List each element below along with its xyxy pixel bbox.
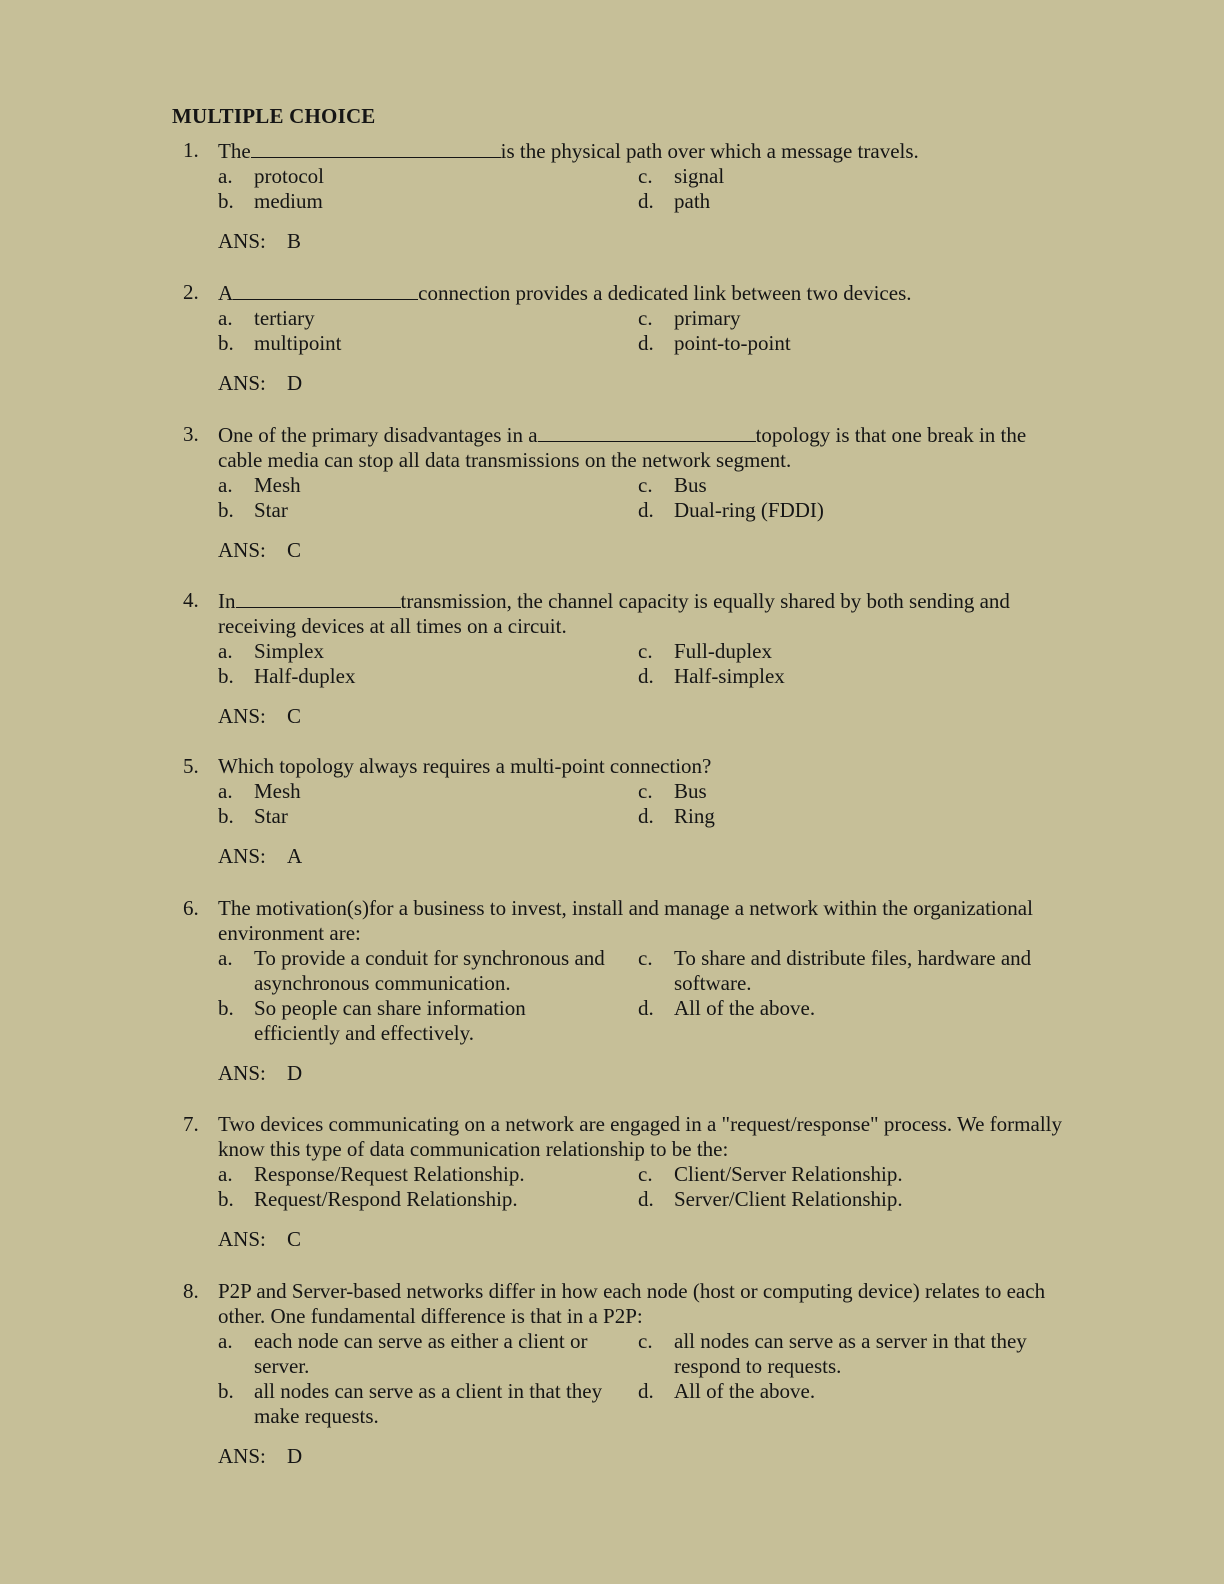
question-number: 5. (183, 754, 199, 778)
option-d: d. Ring (638, 804, 715, 828)
option-b: b. all nodes can serve as a client in that they make requests. (218, 1379, 603, 1428)
option-a: a. Simplex (218, 639, 325, 663)
stem-text-after: topology is that one break in the cable media can stop all data transmissions on the network segment. (218, 423, 1027, 472)
answer-value: D (287, 371, 303, 395)
option-a: a. tertiary (218, 306, 315, 330)
option-d: d. path (638, 189, 711, 213)
question-4 (172, 588, 1072, 729)
question-stem (172, 896, 1072, 946)
option-d: d. All of the above. (638, 1379, 816, 1403)
answer-value: D (287, 1061, 303, 1085)
answer-line: ANS: C (218, 1227, 302, 1251)
option-b: b. multipoint (218, 331, 342, 355)
option-c: c. Client/Server Relationship. (638, 1162, 903, 1186)
option-c: c. signal (638, 164, 725, 188)
question-number: 6. (183, 896, 199, 920)
options (218, 779, 1072, 829)
option-c: c. Bus (638, 473, 707, 497)
question-number: 7. (183, 1112, 199, 1136)
question-number: 1. (183, 138, 199, 162)
option-b: b. Star (218, 498, 288, 522)
answer-blank (233, 280, 418, 300)
answer-value: D (287, 1444, 303, 1468)
question-2 (172, 280, 1072, 396)
option-a: a. protocol (218, 164, 324, 188)
option-b: b. medium (218, 189, 323, 213)
question-stem (172, 138, 1072, 164)
stem-text-before: The (218, 139, 251, 163)
question-1 (172, 138, 1072, 254)
option-d: d. All of the above. (638, 996, 816, 1020)
stem-text: Two devices communicating on a network are engaged in a "request/response" process. We formally know this type of data communication relationship to be the: (218, 1112, 1062, 1161)
question-stem (172, 1279, 1072, 1329)
option-d: d. point-to-point (638, 331, 791, 355)
stem-text-after: connection provides a dedicated link between two devices. (418, 281, 912, 305)
answer-value: A (287, 844, 303, 868)
question-8 (172, 1279, 1072, 1469)
answer-line: ANS: D (218, 1061, 303, 1085)
options (218, 164, 1072, 214)
stem-text: The motivation(s)for a business to invest, install and manage a network within the organizational environment are: (218, 896, 1033, 945)
section-heading: MULTIPLE CHOICE (172, 104, 376, 128)
question-stem (172, 422, 1072, 473)
answer-line: ANS: D (218, 371, 303, 395)
option-c: c. Full-duplex (638, 639, 772, 663)
option-c: c. To share and distribute files, hardware and software. (638, 946, 1032, 995)
stem-text: Which topology always requires a multi-point connection? (218, 754, 712, 778)
question-stem (172, 1112, 1072, 1162)
question-7 (172, 1112, 1072, 1252)
question-6 (172, 896, 1072, 1086)
option-a: a. Response/Request Relationship. (218, 1162, 525, 1186)
option-a: a. each node can serve as either a client or server. (218, 1329, 588, 1378)
question-number: 3. (183, 422, 199, 446)
option-b: b. So people can share information efficiently and effectively. (218, 996, 526, 1045)
answer-value: C (287, 538, 302, 562)
option-b: b. Half-duplex (218, 664, 356, 688)
stem-text-before: In (218, 589, 236, 613)
option-a: a. Mesh (218, 473, 301, 497)
question-stem (172, 588, 1072, 639)
stem-text-before: One of the primary disadvantages in a (218, 423, 538, 447)
option-a: a. To provide a conduit for synchronous and asynchronous communication. (218, 946, 605, 995)
option-c: c. primary (638, 306, 741, 330)
options (218, 946, 1072, 1046)
option-c: c. Bus (638, 779, 707, 803)
question-number: 2. (183, 280, 199, 304)
option-b: b. Star (218, 804, 288, 828)
answer-line: ANS: A (218, 844, 303, 868)
answer-blank (236, 588, 401, 608)
answer-line: ANS: D (218, 1444, 303, 1468)
question-number: 4. (183, 588, 199, 612)
answer-line: ANS: B (218, 229, 302, 253)
option-d: d. Dual-ring (FDDI) (638, 498, 824, 522)
options (218, 306, 1072, 356)
question-stem (172, 280, 1072, 306)
options (218, 1162, 1072, 1212)
option-c: c. all nodes can serve as a server in that they respond to requests. (638, 1329, 1027, 1378)
stem-text-before: A (218, 281, 234, 305)
answer-line: ANS: C (218, 538, 302, 562)
stem-text-after: is the physical path over which a message travels. (500, 139, 919, 163)
answer-blank (538, 422, 756, 442)
stem-text-after: transmission, the channel capacity is equally shared by both sending and receiving devices at all times on a circuit. (218, 589, 1010, 638)
options (218, 473, 1072, 523)
question-5 (172, 754, 1072, 869)
answer-line: ANS: C (218, 704, 302, 728)
question-number: 8. (183, 1279, 199, 1303)
option-d: d. Half-simplex (638, 664, 785, 688)
option-b: b. Request/Respond Relationship. (218, 1187, 518, 1211)
answer-value: C (287, 704, 302, 728)
answer-blank (251, 138, 501, 158)
answer-value: B (287, 229, 302, 253)
stem-text: P2P and Server-based networks differ in how each node (host or computing device) relates to each other. One fundamental difference is that in a P2P: (218, 1279, 1046, 1328)
question-3 (172, 422, 1072, 563)
option-a: a. Mesh (218, 779, 301, 803)
options (218, 1329, 1072, 1429)
options (218, 639, 1072, 689)
answer-value: C (287, 1227, 302, 1251)
option-d: d. Server/Client Relationship. (638, 1187, 903, 1211)
question-stem (172, 754, 1072, 779)
